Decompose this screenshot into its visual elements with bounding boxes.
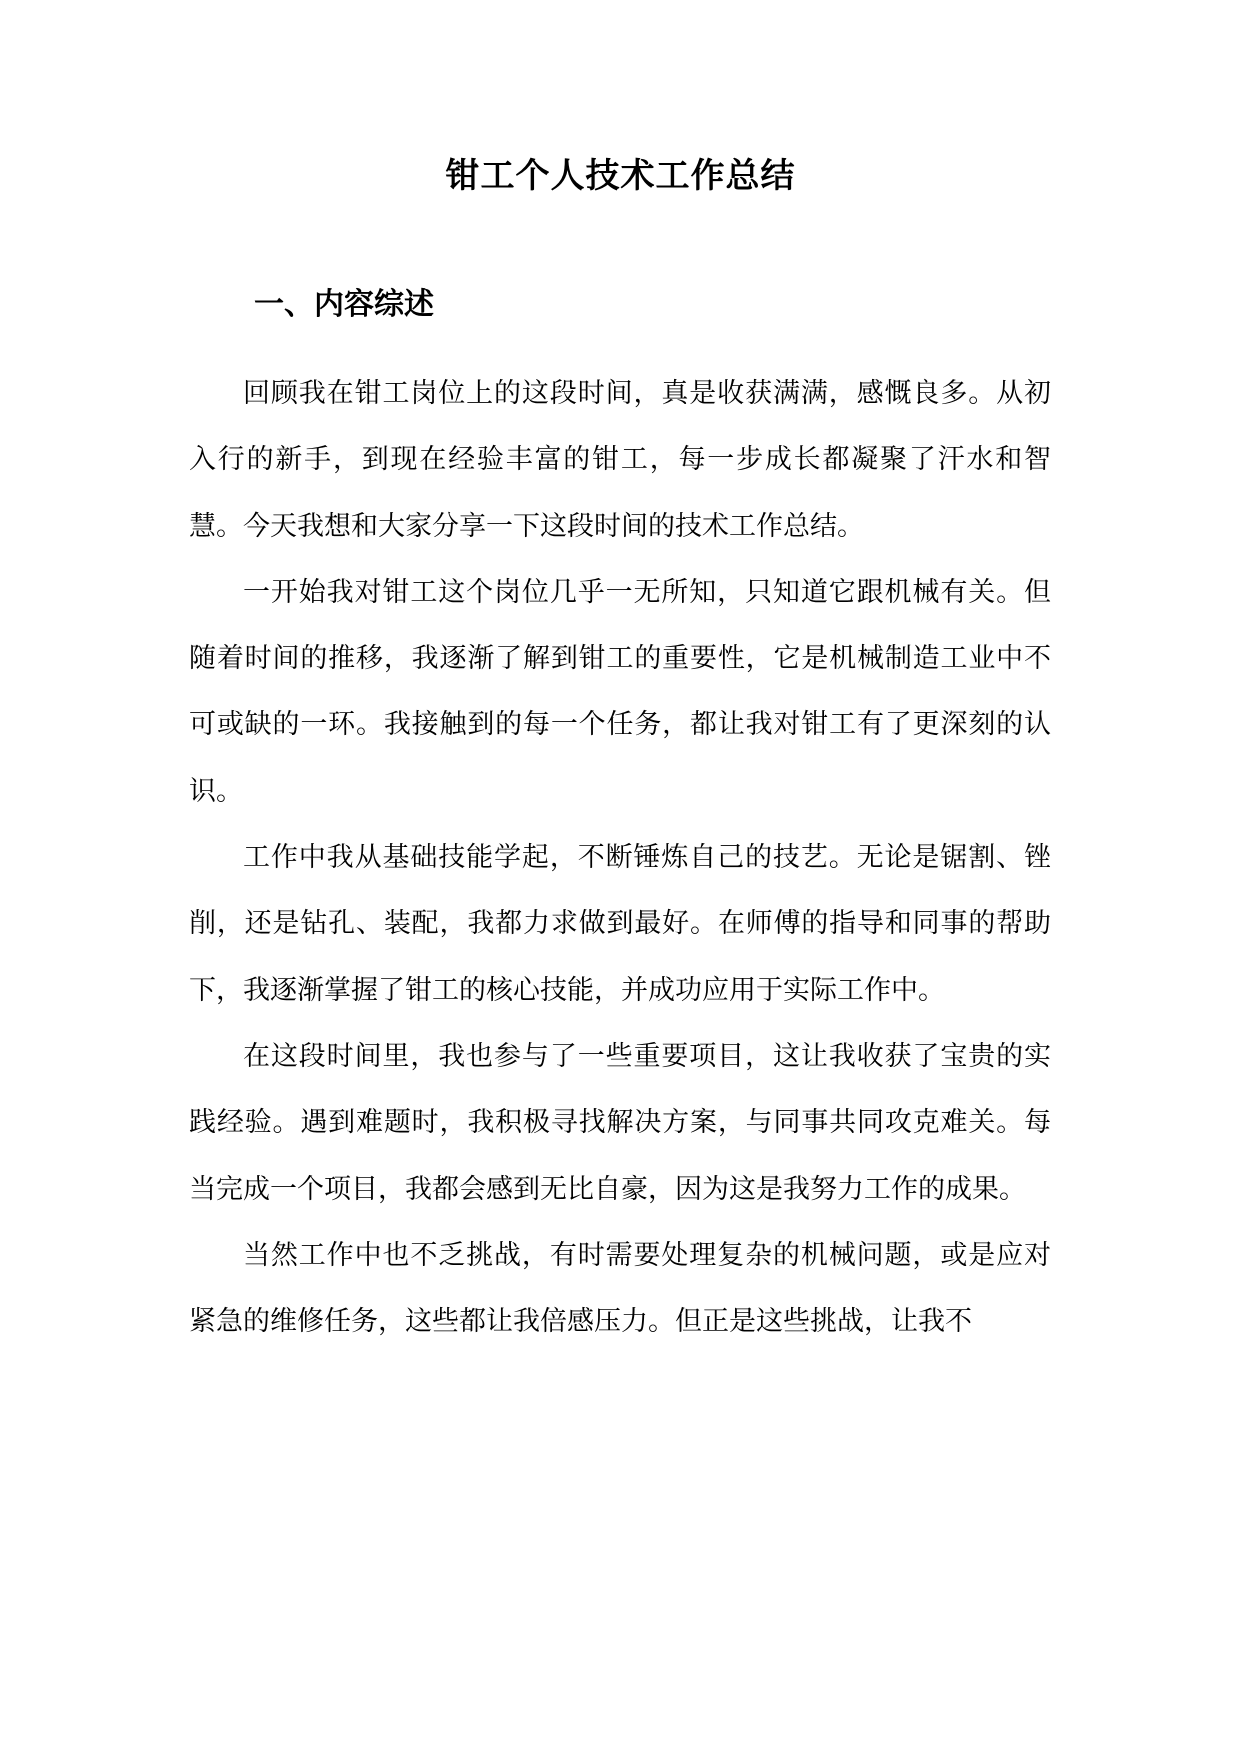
paragraph: 一开始我对钳工这个岗位几乎一无所知，只知道它跟机械有关。但随着时间的推移，我逐渐了解到钳工的重要性，它是机械制造工业中不可或缺的一环。我接触到的每一个任务，都让我对钳工有了更深刻的认识。 bbox=[189, 576, 1051, 807]
paragraph: 回顾我在钳工岗位上的这段时间，真是收获满满，感慨良多。从初入行的新手，到现在经验丰富的钳工，每一步成长都凝聚了汗水和智慧。今天我想和大家分享一下这段时间的技术工作总结。 bbox=[189, 378, 1051, 542]
document-body bbox=[189, 361, 1051, 1355]
paragraph: 工作中我从基础技能学起，不断锤炼自己的技艺。无论是锯割、锉削，还是钻孔、装配，我都力求做到最好。在师傅的指导和同事的帮助下，我逐渐掌握了钳工的核心技能，并成功应用于实际工作中。 bbox=[189, 842, 1051, 1006]
paragraph: 在这段时间里，我也参与了一些重要项目，这让我收获了宝贵的实践经验。遇到难题时，我积极寻找解决方案，与同事共同攻克难关。每当完成一个项目，我都会感到无比自豪，因为这是我努力工作的成果。 bbox=[189, 1040, 1051, 1205]
section-heading: 一、内容综述 bbox=[254, 287, 434, 322]
document-title: 钳工个人技术工作总结 bbox=[445, 156, 796, 196]
paragraph: 当然工作中也不乏挑战，有时需要处理复杂的机械问题，或是应对紧急的维修任务，这些都让我倍感压力。但正是这些挑战，让我不 bbox=[189, 1239, 1051, 1338]
